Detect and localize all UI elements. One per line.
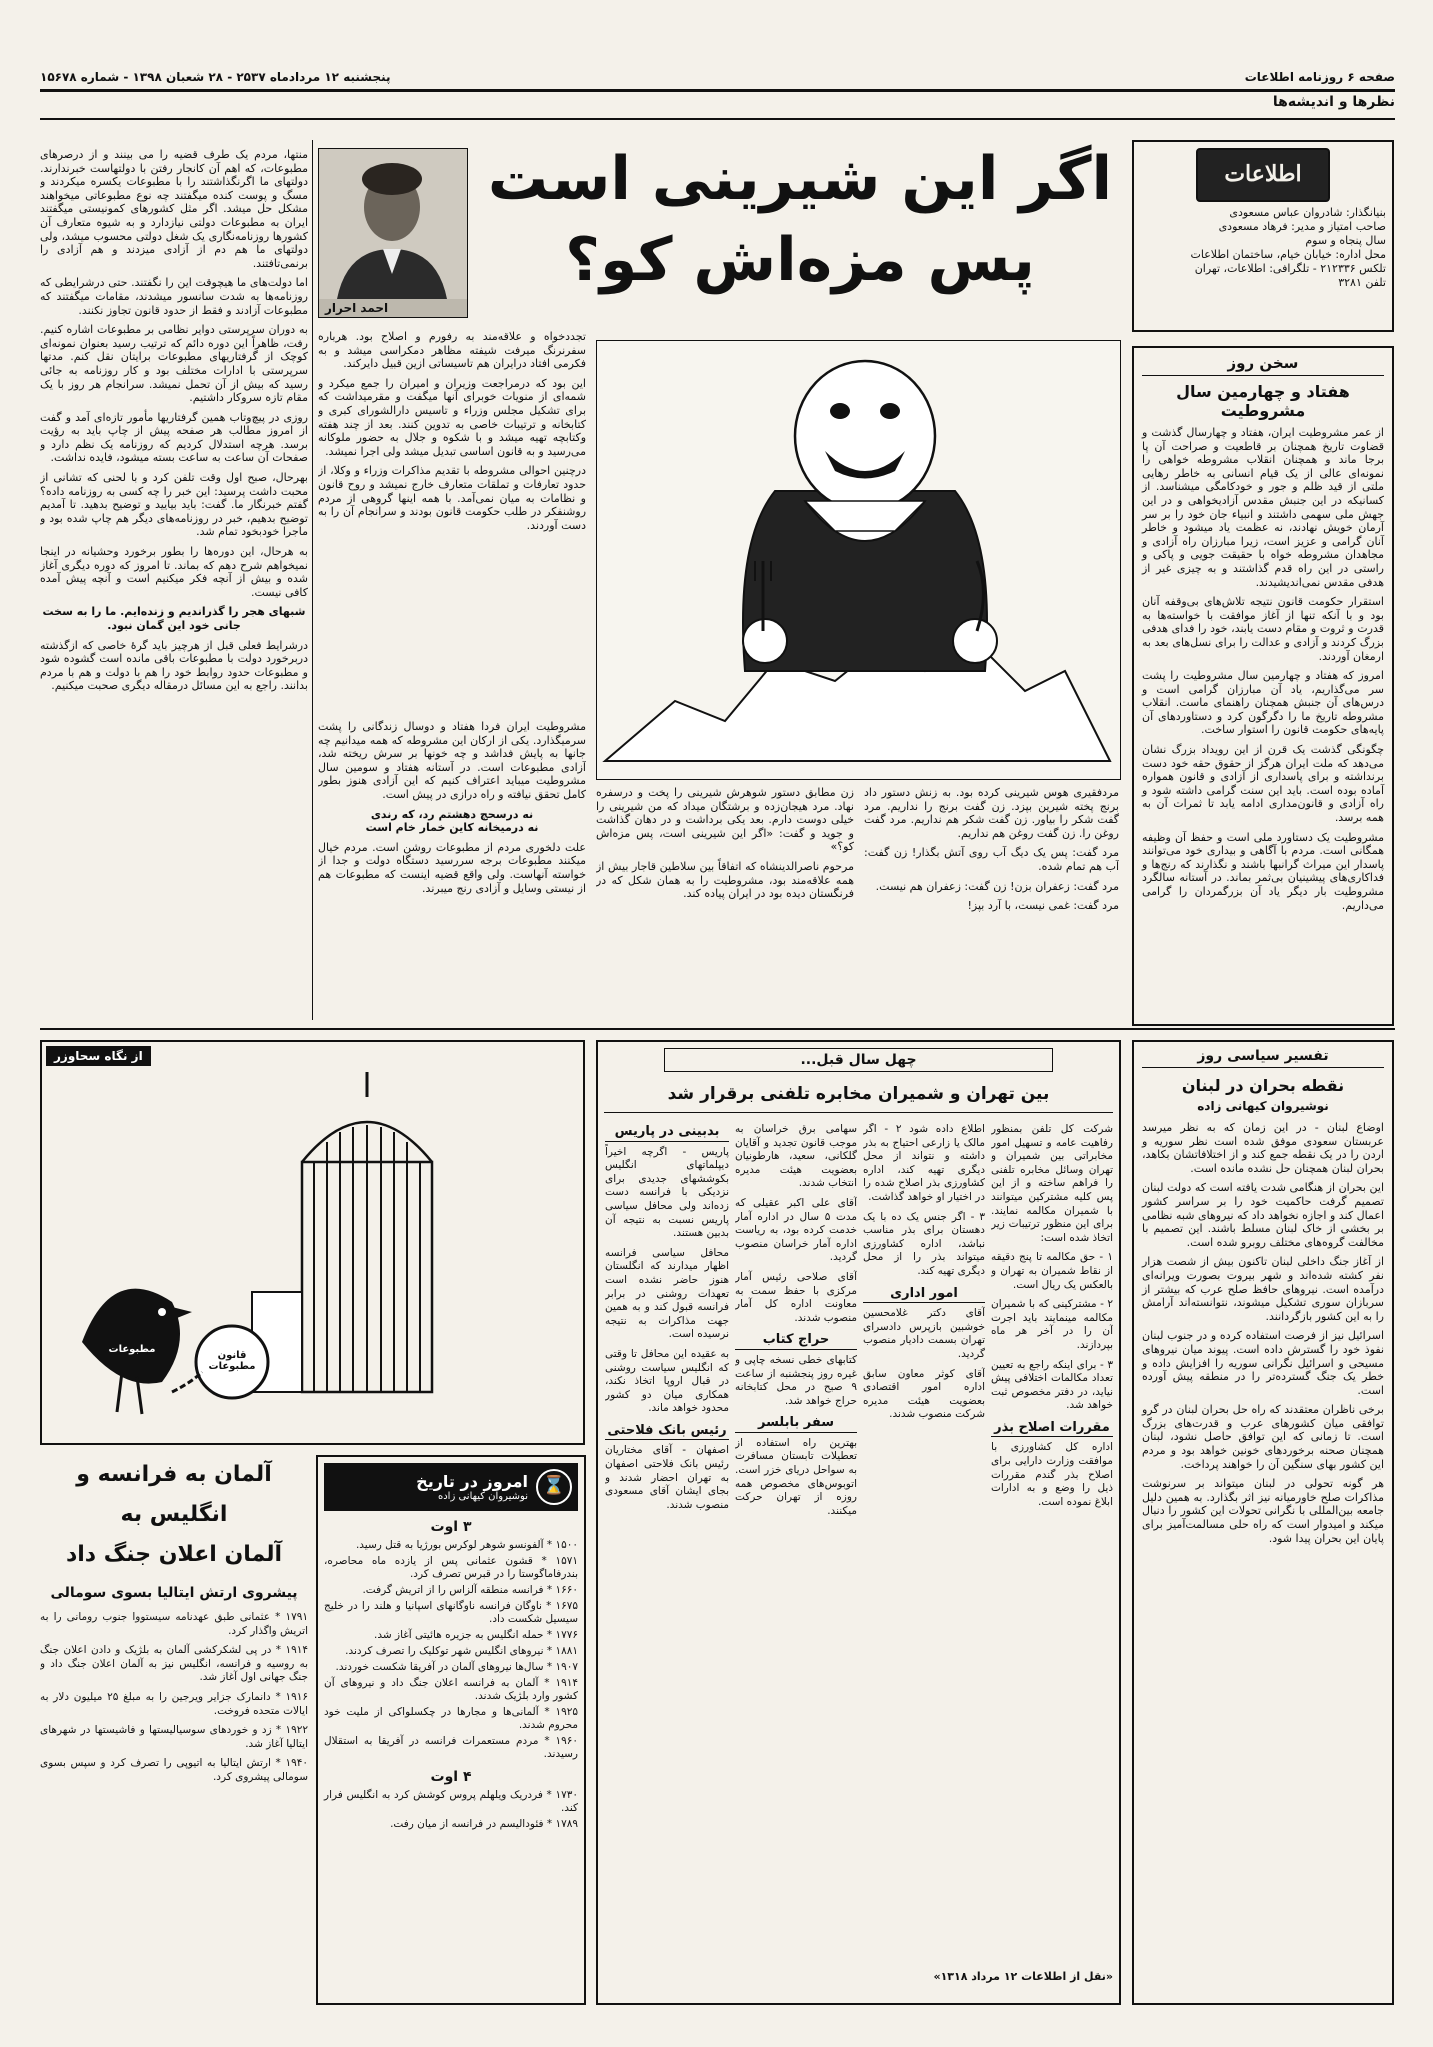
event-item: ۱۶۶۰ * فرانسه منطقه آلزاس را از اتریش گرفت. <box>362 1584 578 1596</box>
headline-line: آلمان اعلان جنگ داد <box>65 1542 283 1567</box>
paragraph: ۲ - مشترکینی که با شمیران مکالمه مینمایند باید اجرت آن را در آخر هر ماه بپردازند. <box>991 1298 1113 1351</box>
paragraph: درشرایط فعلی قبل از هرچیز باید گرهٔ خاصی که ازگذشته دربرخورد دولت با مطبوعات باقی مانده است گشوده شود و مطبوعات حدود روابط خود را هم با دولت و هم با مردم بدانند. راجع به این مسائل درمقاله دیگری صحبت میکنیم. <box>40 638 308 693</box>
paragraph: به هرحال، این دوره‌ها را بطور برخورد وحشیانه در اینجا نمیخواهم شرح دهم که بماند. تا امروز که دوره دیگری آغاز شده و بیش از آنچه فکر میکنیم است و آنچه پیش آمده کافی نیست. <box>40 545 308 599</box>
masthead-line: سال پنجاه و سوم <box>1305 234 1386 247</box>
headline-line: انگلیس به <box>120 1502 228 1527</box>
paragraph: ۳ - اگر جنس یک ده با یک دهستان برای بذر مناسب نباشد، اداره کشاورزی میتواند بذر را از محل دیگری تهیه کند. <box>863 1210 985 1277</box>
paragraph: علت دلخوری مردم از مطبوعات روشن است. مردم خیال میکنند مطبوعات برجه سررسید دستگاه دولت و جدا از خواسته آنهاست. ولی واقع قضیه اینست که مطبوعات هم از نیستی وسایل و آزادی رنج میبرند. <box>318 840 586 895</box>
paragraph: بهترین راه استفاده از تعطیلات تابستان مسافرت به سواحل دریای خزر است. اتوبوس‌های مخصوص همه روزه از تهران حرکت میکنند. <box>735 1436 857 1517</box>
paragraph: اصفهان - آقای مختاریان رئیس بانک فلاحتی اصفهان به تهران احضار شدند و بجای ایشان آقای مسعودی منصوب شدند. <box>605 1444 729 1511</box>
paragraph: روزی در پیچ‌وتاب همین گرفتاریها مأمور تازه‌ای آمد و گفت از امروز مطالب هر صفحه پیش از چاپ باید به رؤیت برسد. هرچه استدلال کردیم که روزنامه یک نظم دارد و صفحات آن ساعت به ساعت بسته میشود، فایده نداشت. <box>40 410 308 465</box>
analysis-box <box>1132 1040 1394 2005</box>
forty-years-kicker: چهل سال قبل... <box>664 1048 1053 1072</box>
paragraph: به عقیده این محافل تا وقتی که انگلیس سیاست روشنی در قبال اروپا اتخاذ نکند، همکاری میان دو کشور محدود خواهد ماند. <box>605 1347 729 1415</box>
paragraph: آقای کوثر معاون سابق اداره امور اقتصادی بعضویت هیئت مدیره شرکت منصوب شدند. <box>863 1367 985 1421</box>
editorial-title: هفتاد و چهارمین سال مشروطیت <box>1176 382 1350 420</box>
event-item: ۱۷۷۶ * حمله انگلیس به جزیره هائیتی آغاز شد. <box>374 1629 578 1641</box>
date-heading: ۴ اوت <box>430 1769 472 1785</box>
paragraph: اداره کل کشاورزی با موافقت وزارت دارایی برای اصلاح بذر گندم مقررات ذیل را وضع و به ادارات ابلاغ نموده است. <box>991 1441 1113 1508</box>
subhead: بدبینی در پاریس <box>605 1123 729 1142</box>
paragraph: مرد گفت: غمی نیست، با آرد بپز! <box>967 899 1119 913</box>
forty-years-col-1 <box>991 1123 1113 1973</box>
paragraph: شرکت کل تلفن بمنظور رفاهیت عامه و تسهیل امور مخابراتی بین شمیران و تهران وسائل مخابره تلفنی را فراهم ساخته و از این پس کلیه مشترکین میتوانند با شمیران مکالمه نمایند. برای این منظور ترتیبات زیر اتخاذ شده است: <box>991 1123 1113 1244</box>
header-page-label: صفحه ۶ روزنامه اطلاعات <box>1244 70 1395 84</box>
event-item: ۱۹۱۴ * آلمان به فرانسه اعلان جنگ داد و نیروهای آن کشور وارد بلژیک شدند. <box>324 1677 578 1702</box>
forty-years-box <box>596 1040 1121 2005</box>
paragraph: هر گونه تحولی در لبنان میتواند بر سرنوشت مذاکرات صلح خاورمیانه نیز اثر بگذارد. به همین دلیل جامعه بین‌المللی با نگرانی تحولات این کشور را دنبال میکند و امیدوار است که راه حلی مسالمت‌آمیز برای پایان این بحران پیدا شود. <box>1142 1477 1384 1545</box>
paragraph: سهامی برق خراسان به موجب قانون تجدید و آقایان گلکانی، سعید، هارطونیان بعضویت هیئت مدیره انتخاب شدند. <box>735 1123 857 1190</box>
paragraph: از آغاز جنگ داخلی لبنان تاکنون بیش از شصت هزار نفر کشته شده‌اند و شهر بیروت بصورت ویرانه‌ای درآمده است. نیروهای حافظ صلح عرب که بیشتر از سربازان سوری تشکیل میشوند، نتوانسته‌اند آرامش را به این کشور بازگردانند. <box>1142 1255 1384 1323</box>
event-item: ۱۵۰۰ * آلفونسو شوهر لوکرس بورژیا به قتل رسید. <box>355 1539 578 1551</box>
section-title: نظرها و اندیشه‌ها <box>1272 94 1395 110</box>
portrait-icon <box>318 149 467 299</box>
paragraph: مشروطیت ایران فردا هفتاد و دوسال زندگانی را پشت سرمیگذارد. یکی از ارکان این مشروطه که همه میدانیم چه جانها به پایش فداشد و چه خونها بر سرش ریخته شد، آزادی مطبوعات است. در آستانه هفتاد و سومین سال مشروطیت میباید اعتراف کنیم که این آزادی هنوز بطور کامل تحقق نیافته و راه درازی در پیش است. <box>318 720 586 801</box>
author-photo <box>318 148 468 318</box>
main-headline <box>480 140 1120 325</box>
cartoon-birdcage-drawing <box>42 1042 583 1443</box>
events-list-2 <box>324 1789 578 1831</box>
today-in-history-banner <box>324 1463 578 1511</box>
subhead: رئیس بانک فلاحتی <box>605 1422 729 1441</box>
paragraph: امروز که هفتاد و چهارمین سال مشروطیت را پشت سر می‌گذاریم، یاد آن مبارزان گرامی است و درس‌های آن جنبش همچنان راهنمای ماست. انقلاب مشروطه تاریخ ما را دگرگون کرد و دستاوردهای آن پایه‌های حکومت قانون را استوار ساخت. <box>1142 669 1384 737</box>
masthead-line: تلفن ۳۲۸۱ <box>1338 276 1386 289</box>
feature-subhead: پیشروی ارتش ایتالیا بسوی سومالی <box>50 1585 298 1601</box>
paragraph: اسرائیل نیز از فرصت استفاده کرده و در جنوب لبنان نفوذ خود را گسترش داده است. پیوند میان نیروهای مسیحی و اسرائیل نگرانی سوریه را افزایش داده و خطر یک جنگ گسترده‌تر را در منطقه پیش آورده است. <box>1142 1329 1384 1397</box>
forty-years-col-4 <box>605 1123 729 1973</box>
cartoon-press-law-title: از نگاه سحاوزر <box>46 1046 151 1066</box>
verse: شبهای هجر را گذراندیم و زنده‌ایم. ما را به سخت جانی خود این گمان نبود. <box>42 605 306 632</box>
header-date: پنجشنبه ۱۲ مردادماه ۲۵۳۷ - ۲۸ شعبان ۱۳۹۸ - شماره ۱۵۶۷۸ <box>40 70 391 84</box>
author-name: احمد احرار <box>325 301 389 315</box>
event-item: ۱۹۴۰ * ارتش ایتالیا به اتیوپی را تصرف کرد و سپس بسوی سومالی پیشروی کرد. <box>40 1757 308 1783</box>
paragraph: ۳ - برای اینکه راجع به تعیین تعداد مکالمات اختلافی پیش نیاید، در دفتر مخصوص ثبت خواهد شد. <box>991 1358 1113 1412</box>
paragraph: تجددخواه و علاقه‌مند به رفورم و اصلاح بود. هرباره سفرنرنگ میرفت شیفته مظاهر دمکراسی میشد و به فکرمی افتاد درایران هم تاسیساتی ازین قبیل دایرکند. <box>318 330 586 371</box>
today-in-history-title: امروز در تاریخ <box>416 1472 528 1491</box>
subhead: مقررات اصلاح بذر <box>991 1419 1113 1438</box>
cartoon-press-law-box <box>40 1040 585 1445</box>
paragraph: این بحران از هنگامی شدت یافته است که دولت لبنان تصمیم گرفت حاکمیت خود را بر سراسر کشور اعمال کند و اجازه نخواهد داد که نیروهای شبه نظامی بر بخشی از خاک لبنان مسلط باشند. این تصمیم با مخالفت گروه‌های مختلف روبرو شده است. <box>1142 1181 1384 1249</box>
masthead-line: تلکس ۲۱۲۳۳۶ - تلگرافی: اطلاعات، تهران <box>1194 262 1386 275</box>
paragraph: چگونگی گذشت یک قرن از این رویداد بزرگ نشان می‌دهد که ملت ایران هرگز از حقوق حقه خود دست برنداشته و برای پاسداری از آزادی و قانون همواره آماده بوده است. باید این سنت گرامی داشته شود و راه آزادی و قانون‌مداری ادامه یابد تا ثمرات آن به همه برسد. <box>1142 743 1384 825</box>
forty-years-headline: بین تهران و شمیران مخابره تلفنی برقرار شد <box>604 1084 1113 1113</box>
event-item: ۱۵۷۱ * قشون عثمانی پس از یازده ماه محاصره، بندرفاماگوستا را در قبرس تصرف کرد. <box>324 1555 578 1580</box>
paragraph: به دوران سرپرستی دوایر نظامی بر مطبوعات اشاره کنیم. رفت، ظاهراً این دوره دائم که ترتیب رسید بعنوان نمونه‌ای کوچک از گرفتاریهای مطبوعات برایتان نقل کنم. مدتها سرپرستی با ادارات مختلف بود و کار روزنامه به جائی رسید که بیش از آن تحمل نمیشد. سرانجام هر روز با یک مقام تازه سروکار داشتیم. <box>40 323 308 405</box>
paragraph: درچنین احوالی مشروطه با تقدیم مذاکرات وزراء و وکلا، از حدود تعارفات و تملقات متعارف خارج نمیشد و روح قانون و نظامات به میان نمی‌آمد. با همه اینها گروهی از مردم روشنفکر در طلب حکومت قانون بودند و سرانجام آن را به دست آوردند. <box>318 464 586 532</box>
events-list-1 <box>324 1539 578 1761</box>
paragraph: این بود که درمراجعت وزیران و امیران را جمع میکرد و شمه‌ای از منویات خوبرای آنها میگفت و مقرمیداشت که برای تشکیل مجلس وزراء و تاسیس دارالشورای کبری و کتابخانه و ترتیبات خاصی به تدوین کنند. بعد از چند هفته وکتابچه تهیه میشد و با شکوه و جلال به حضور ملوکانه می‌رسید و به قانون اساسی تبدیل میشد ولی اجرا نمیشد. <box>318 376 586 458</box>
logo: اطلاعات <box>1196 148 1330 202</box>
ball-label: قانون مطبوعات <box>208 1350 256 1372</box>
subhead: امور اداری <box>863 1285 985 1304</box>
hourglass-icon: ⌛ <box>536 1469 572 1505</box>
analysis-author: نوشیروان کیهانی زاده <box>1197 1099 1329 1113</box>
paragraph: استقرار حکومت قانون نتیجه تلاش‌های بی‌وقفه آنان بود و با آنکه تنها از آغاز موافقت با خواسته‌ها به قدرت و ثروت و مقام دست یابند، خود را فدای هدفی بزرگ کردند و آزادی و عدالت را برای نسل‌های بعد به ارمغان آوردند. <box>1142 595 1384 663</box>
subhead: حراج کتاب <box>735 1331 857 1350</box>
paragraph: اطلاع داده شود ۲ - اگر مالک یا زارعی احتیاج به بذر داشته و نتواند از محل دیگری تهیه کند، اداره کشاورزی بذر اصلاح شده را در اختیار او خواهد گذاشت. <box>863 1123 985 1203</box>
masthead-line: محل اداره: خیابان خیام، ساختمان اطلاعات <box>1190 248 1386 261</box>
subhead: سفر بابلسر <box>735 1414 857 1433</box>
bird-label: مطبوعات <box>108 1344 156 1355</box>
forty-years-footer: «نقل از اطلاعات ۱۲ مرداد ۱۳۱۸» <box>933 1970 1113 1983</box>
event-item: ۱۸۸۱ * نیروهای انگلیس شهر توکلیک را تصرف کردند. <box>345 1645 578 1657</box>
event-item: ۱۹۱۴ * در پی لشکرکشی آلمان به بلژیک و دادن اعلان جنگ به روسیه و فرانسه، انگلیس نیز به آلمان اعلان جنگ داد و جنگ جهانی اول آغاز شد. <box>40 1644 308 1684</box>
today-in-history-box <box>316 1455 586 2005</box>
paragraph: منتها، مردم یک طرف قضیه را می بینند و از درصرهای مطبوعات، که اهم آن کانجار رفتن با دولتهاست خبرندارند. دولتهای ما اگرنگذاشتند را با مطبوعات یکسره میکردند و مسگ و پوست کنده میگفتند چه نوع مطبوعاتی میخواهند مشکل حل میشد. اگر مثل کشورهای کمونیستی میگفتند ایران به مطبوعات دولتی نیازدارد و به شیوه متعارف آن کشورها روزنامه‌نگاری یک شغل دولتی محسوب میشد، ولی دولتهای ما هم دم از آزادی میزدند و هم آزادی را برنمی‌تافتند. <box>40 148 308 270</box>
headline-line: آلمان به فرانسه و <box>76 1462 272 1487</box>
event-item: ۱۹۱۶ * دانمارک جزایر ویرجین را به مبلغ ۲۵ میلیون دلار به ایالات متحده فروخت. <box>40 1690 308 1717</box>
paragraph: آقای علی اکبر عقیلی که مدت ۵ سال در اداره آمار خدمت کرده بود، به ریاست اداره آمار خراسان منصوب گردید. <box>735 1196 857 1264</box>
paragraph: اوضاع لبنان - در این زمان که به نظر میرسد عربستان سعودی موفق شده است نظر سوریه و اردن را در یک نقطه جمع کند و از اختلافاتشان بکاهد، بحران لبنان همچنان حل نشده مانده است. <box>1142 1121 1384 1175</box>
paragraph: کتابهای خطی نسخه چاپی و غیره روز پنجشنبه از ساعت ۹ صبح در محل کتابخانه حراج خواهد شد. <box>735 1353 857 1407</box>
event-item: ۱۷۸۹ * فئودالیسم در فرانسه از میان رفت. <box>390 1818 578 1830</box>
main-article-left-column <box>40 148 308 1018</box>
masthead-box <box>1132 140 1394 332</box>
feature-items <box>40 1611 308 1785</box>
analysis-kicker: تفسیر سیاسی روز <box>1142 1048 1384 1068</box>
paragraph: محافل سیاسی فرانسه اظهار میدارند که انگلستان هنوز حاضر نشده است تعهدات روشنی در برابر فرانسه قبول کند و به همین جهت مذاکرات به نتیجه نرسیده است. <box>605 1246 729 1341</box>
analysis-title: نقطه بحران در لبنان <box>1181 1076 1345 1095</box>
paragraph: ۱ - حق مکالمه تا پنج دقیقه از نقاط شمیران به تهران و بالعکس یک ریال است. <box>991 1251 1113 1291</box>
paragraph: مرد گفت: پس یک دیگ آب روی آتش بگذار! زن گفت: آب هم تمام شده. <box>864 846 1119 873</box>
paragraph: مردفقیری هوس شیرینی کرده بود. به زنش دستور داد برنج پخته شیرین بپزد. زن گفت برنج را نداریم. مرد گفت شکر را بیاور. زن گفت شکر هم نداریم. مرد گفت روغن را. زن گفت روغن هم نداریم. <box>864 786 1119 840</box>
paragraph: آقای دکتر غلامحسین خوشبین بازپرس دادسرای تهران بسمت دادیار منصوب گردید. <box>863 1307 985 1360</box>
cartoon-drawing <box>596 341 1120 780</box>
history-feature <box>40 1455 308 2005</box>
headline-line-2: پس مزه‌اش کو؟ <box>565 225 1035 295</box>
paragraph: بهرحال، صبح اول وقت تلفن کرد و با لحنی که تشانی از محبت داشت پرسید: این خبر را چه کسی به روزنامه داده؟ گفتم خبرنگار ما. گفت: باید بیایید و توضیح بدهید. تا آمدیم توضیح بدهیم، خبر در روزنامه‌های دیگر هم چاپ شده بود و ماجرا خودبخود تمام شد. <box>40 471 308 539</box>
paragraph: مرد گفت: زعفران بزن! زن گفت: زعفران هم نیست. <box>875 879 1119 893</box>
paragraph: زن مطابق دستور شوهرش شیرینی را پخت و درسفره نهاد. مرد هیجان‌زده و برشتگان میداد که من شیرینی را خیلی دوست دارم. بعد یکی برداشت و در دهان گذاشت و جوید و گفت: «اگر این شیرینی است، پس مزه‌اش کو؟» <box>596 786 854 854</box>
event-item: ۱۷۹۱ * عثمانی طبق عهدنامه سیستووا جنوب رومانی را به اتریش واگذار کرد. <box>40 1611 308 1637</box>
event-item: ۱۹۲۲ * زد و خوردهای سوسیالیستها و فاشیستها در شهرهای ایتالیا آغاز شد. <box>40 1724 308 1750</box>
paragraph: برخی ناظران معتقدند که راه حل بحران لبنان در گرو توافقی میان کشورهای عرب و قدرت‌های بزرگ است. تا زمانی که این توافق حاصل نشود، لبنان همچنان صحنه برخوردهای خونین خواهد بود و مردم این کشور بهای سنگین آن را خواهند پرداخت. <box>1142 1403 1384 1471</box>
paragraph: از عمر مشروطیت ایران، هفتاد و چهارسال گذشت و قضاوت تاریخ همچنان بر قاطعیت و صراحت آن پا برجا ماند و همچنان انقلاب مشروطه خواهی را نمونه‌ای عالی از یک قیام انسانی به خاطر رهایی ملتی از قید ظلم و جور و خودکامگی میشناسد. از کسانیکه در این جنبش مقدس آزادیخواهی و در این جهش ملی سهمی داشتند و انبیاء جان خود را بر سر آرمان خویش نهادند، نه عظمت یاد میشود و خاطر آنان گرامی و عزیز است، زیرا مبارزان راه آزادی و مجاهدان مشروطه خواه با حقیقت جویی و پاکی و راستی در این راه قدم گذاشتند و به چیزی غیر از هدفی مقدس نمی‌اندیشیدند. <box>1142 426 1384 589</box>
event-item: ۱۶۷۵ * ناوگان فرانسه ناوگانهای اسپانیا و هلند را در خلیج سیسیل شکست داد. <box>324 1600 578 1625</box>
paragraph: آقای صلاحی رئیس آمار مرکزی با حفظ سمت به معاونت اداره کل آمار منصوب شدند. <box>735 1270 857 1324</box>
paragraph: مشروطیت یک دستاورد ملی است و حفظ آن وظیفه همگانی است. مردم با آگاهی و بیداری خود می‌توانند پاسدار این میراث گرانبها باشند و نگذارند که رنج‌ها و فداکاری‌های پیشینیان بی‌ثمر بماند. در آستانه سالگرد مشروطیت بار دیگر یاد آن بزرگمردان را گرامی می‌داریم. <box>1142 830 1384 912</box>
paragraph: اما دولت‌های ما هیچوقت این را نگفتند. حتی درشرایطی که روزنامه‌ها به شدت سانسور میشدند، مقامات میگفتند که مطبوعات آزادند و فقط از حدود قانون تجاوز نکنند. <box>40 276 308 317</box>
date-heading: ۳ اوت <box>430 1519 472 1535</box>
paragraph: مرحوم ناصرالدینشاه که اتفاقاً بین سلاطین قاجار بیش از همه علاقه‌مند بود، مشروطیت را به همان شکل که در فرنگستان دیده بود در ایران پیاده کند. <box>596 859 854 901</box>
today-in-history-author: نوشیروان کیهانی زاده <box>437 1491 528 1502</box>
headline-line-1: اگر این شیرینی است <box>487 144 1113 214</box>
verse: نه درسحچ دهشتم رد، که رندی نه درمیخانه کاین خمار خام است <box>365 807 539 835</box>
cartoon-caption-right <box>864 786 1119 1018</box>
event-item: ۱۹۶۰ * مردم مستعمرات فرانسه در آفریقا به استقلال رسیدند. <box>324 1735 578 1760</box>
cartoon-caption-left <box>596 786 854 1018</box>
forty-years-col-3 <box>735 1123 857 1973</box>
masthead-line: بنیانگذار: شادروان عباس مسعودی <box>1229 206 1386 219</box>
editorial-box <box>1132 346 1394 1026</box>
editorial-kicker: سخن روز <box>1142 354 1384 376</box>
analysis-body <box>1142 1121 1384 1545</box>
event-item: ۱۹۰۷ * سال‌ها نیروهای آلمان در آفریقا شکست خوردند. <box>335 1661 578 1673</box>
header-bar <box>40 70 1395 86</box>
event-item: ۱۹۲۵ * آلمانی‌ها و مجارها در چکسلواکی از ملیت خود محروم شدند. <box>324 1706 578 1731</box>
masthead-line: صاحب امتیاز و مدیر: فرهاد مسعودی <box>1218 220 1386 233</box>
paragraph: پاریس - اگرچه اخیراً دیپلماتهای انگلیس بکوششهای جدیدی برای نزدیکی با فرانسه دست زده‌اند ولی محافل سیاسی پاریس نسبت به نتیجه آن بدبین هستند. <box>605 1145 729 1240</box>
main-article-center-column-2 <box>318 720 586 1020</box>
editorial-body <box>1142 426 1384 912</box>
event-item: ۱۷۳۰ * فردریک ویلهلم پروس کوشش کرد به انگلیس فرار کند. <box>324 1789 578 1814</box>
forty-years-col-2 <box>863 1123 985 1973</box>
feature-headline <box>40 1455 308 1575</box>
cartoon-man-eating <box>596 340 1121 780</box>
